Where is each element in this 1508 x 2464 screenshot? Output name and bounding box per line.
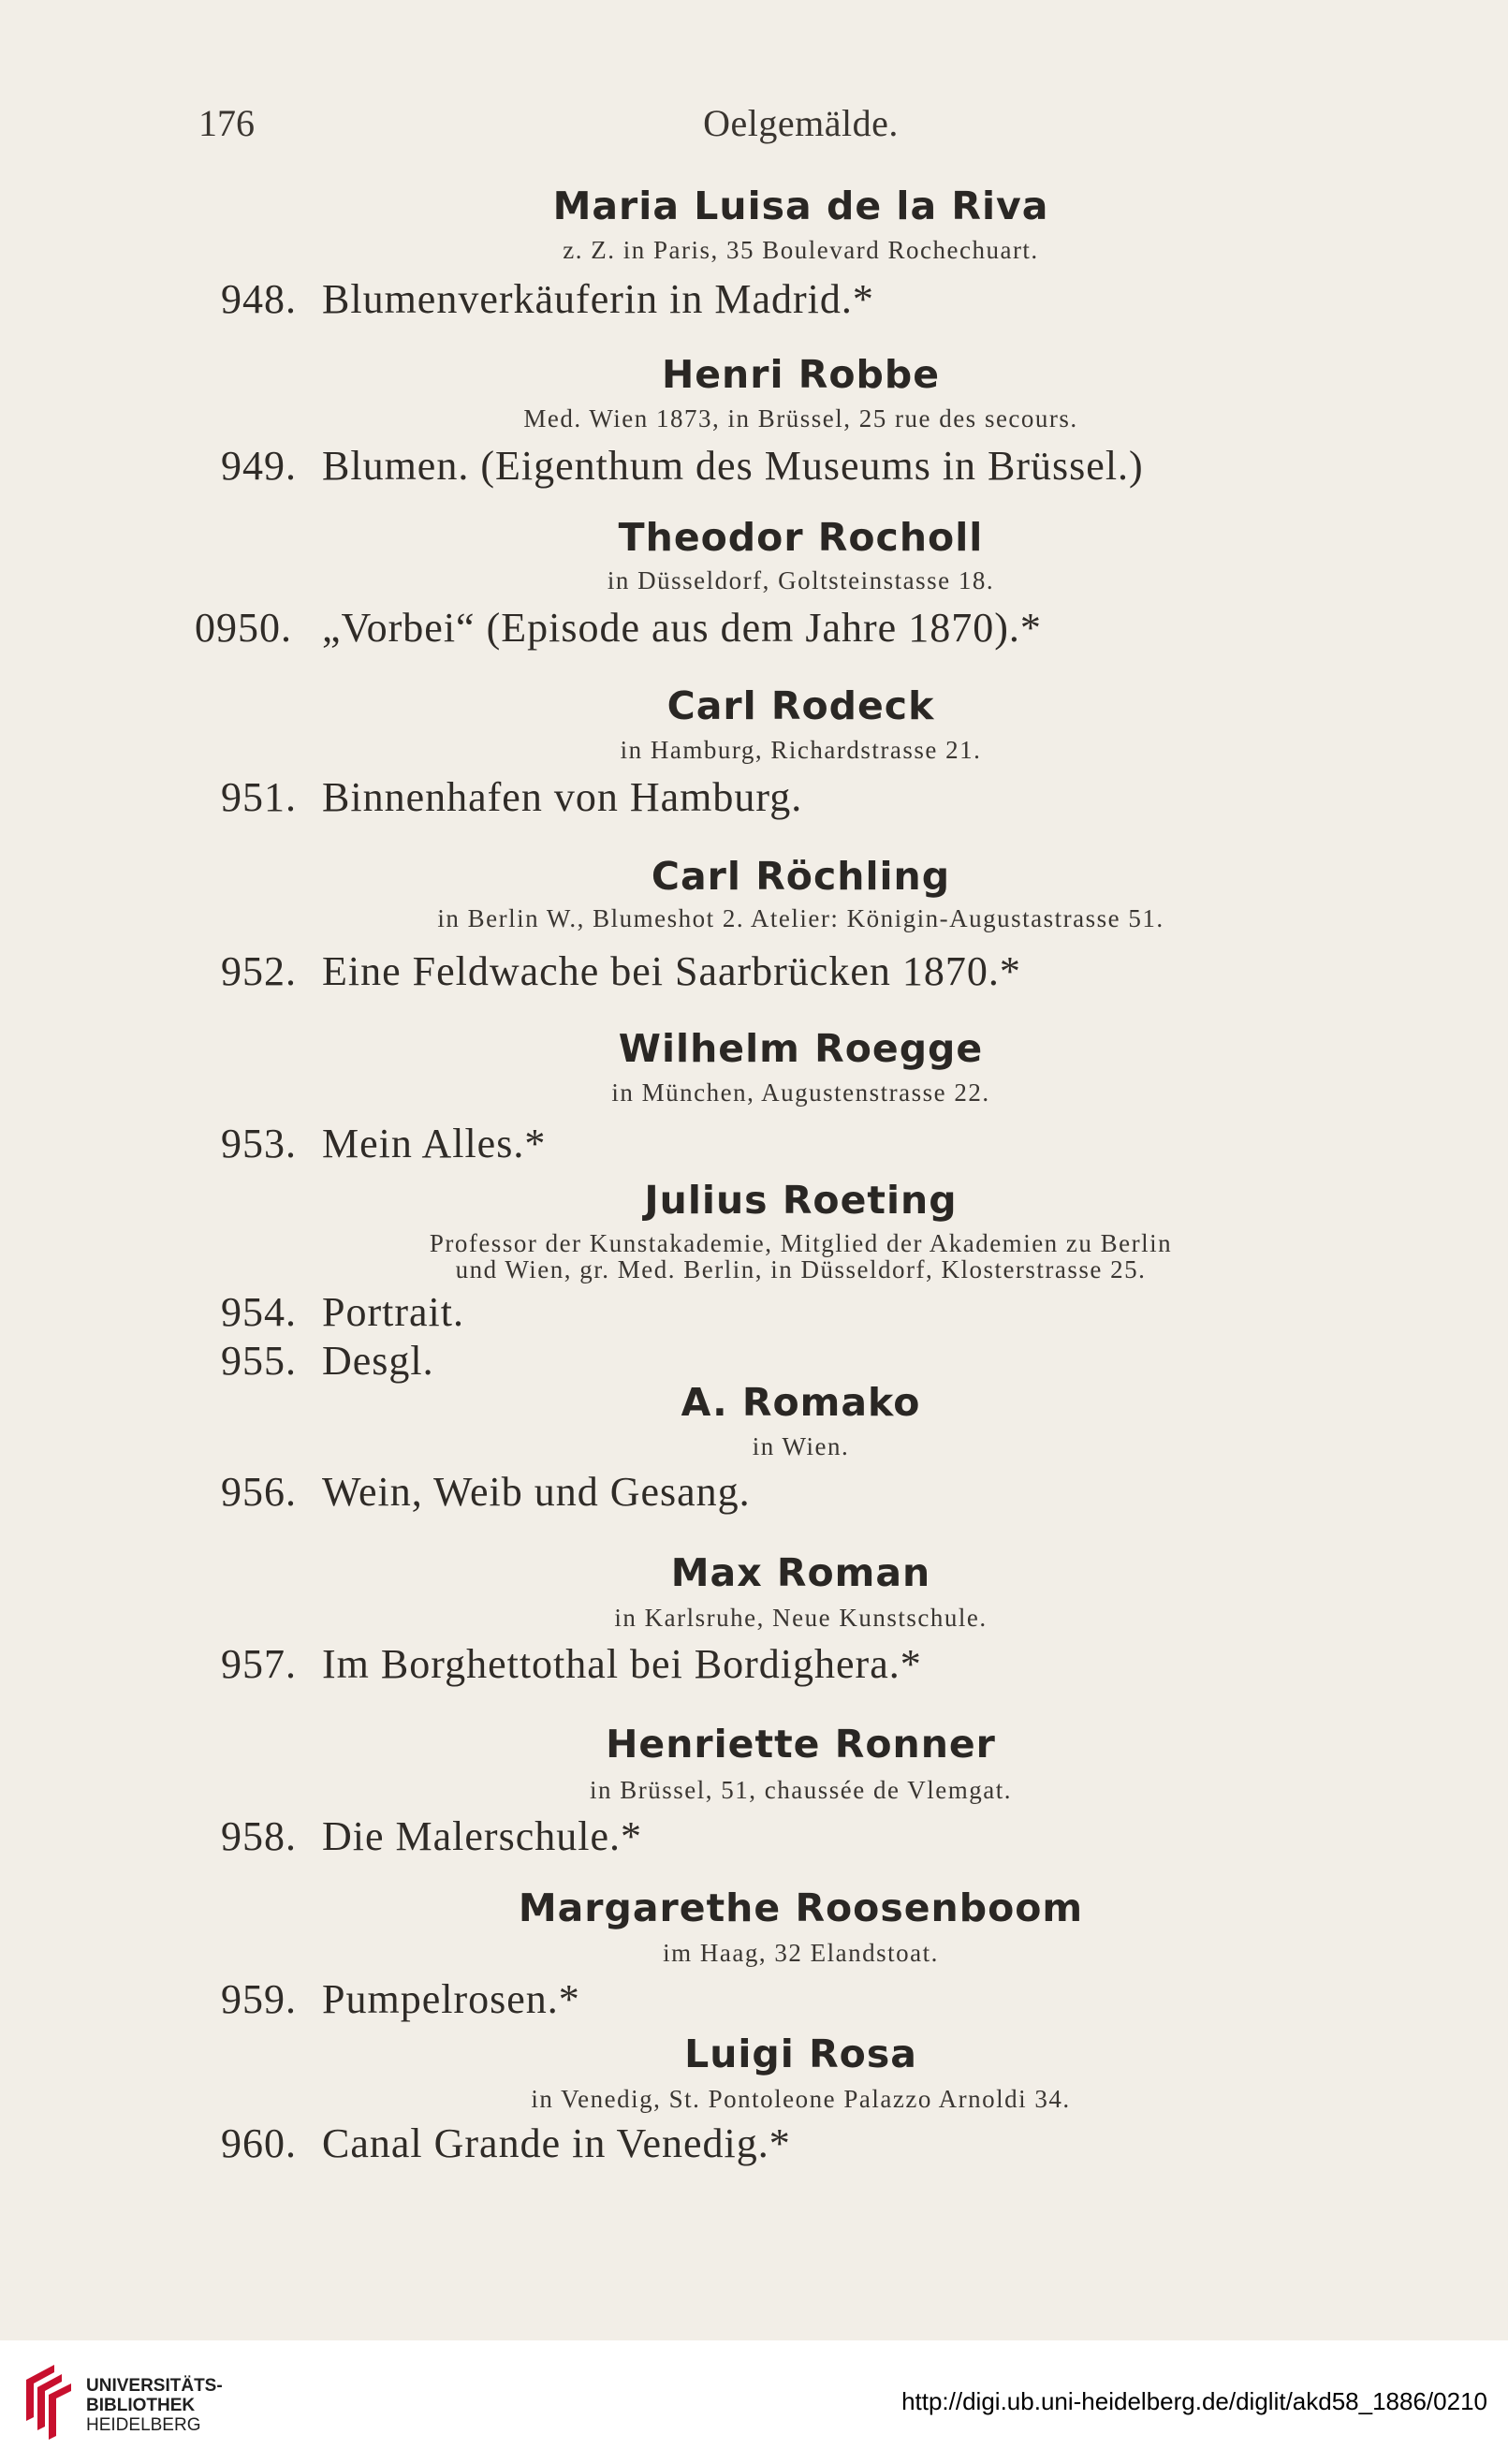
entry-title: Wein, Weib und Gesang. [322,1469,751,1515]
entry-title: Im Borghettothal bei Bordighera.* [322,1641,922,1687]
entry-title: Eine Feldwache bei Saarbrücken 1870.* [322,948,1021,994]
artist-name: Luigi Rosa [684,2031,917,2076]
entry-title: Binnenhafen von Hamburg. [322,774,803,820]
page-number: 176 [198,102,255,144]
artist-address: in Karlsruhe, Neue Kunstschule. [614,1604,988,1632]
entry-title: Desgl. [322,1338,434,1384]
entry-number: 960. [221,2120,297,2166]
catalogue-entry [0,1288,1508,1344]
artist-name: Carl Rodeck [666,683,935,728]
artist-address: in Brüssel, 51, chaussée de Vlemgat. [590,1776,1012,1804]
catalogue-entry [0,604,1508,660]
catalogue-entry [0,1120,1508,1176]
artist-name: Carl Röchling [651,854,951,899]
catalogue-entry [0,773,1508,829]
library-name [86,2376,223,2435]
artist-address: z. Z. in Paris, 35 Boulevard Rochechuart. [563,236,1039,264]
entry-number: 953. [221,1121,297,1166]
entry-title: Mein Alles.* [322,1121,547,1166]
artist-name: Henri Robbe [661,352,941,397]
artist-address: in Wien. [752,1432,850,1460]
artist-address: in München, Augustenstrasse 22. [611,1078,990,1107]
entry-title: Portrait. [322,1289,464,1335]
entry-title: „Vorbei“ (Episode aus dem Jahre 1870).* [322,605,1042,651]
running-title: Oelgemälde. [703,102,899,144]
catalogue-entry [0,2119,1508,2176]
entry-title: Blumenverkäuferin in Madrid.* [322,276,874,322]
artist-address: in Venedig, St. Pontoleone Palazzo Arnoldi 34. [531,2085,1071,2113]
entry-number: 957. [221,1641,297,1687]
entry-number: 956. [221,1469,297,1515]
catalogue-entry [0,1468,1508,1524]
library-logo-icon [21,2361,75,2442]
page-header [0,101,1508,154]
entry-number: 949. [221,443,297,489]
entry-title: Pumpelrosen.* [322,1976,580,2022]
artist-address: in Berlin W., Blumeshot 2. Atelier: Königin-Augustastrasse 51. [437,904,1164,932]
artist-address: im Haag, 32 Elandstoat. [663,1939,939,1967]
artist-name: Maria Luisa de la Riva [552,183,1049,228]
catalogue-entry [0,1640,1508,1696]
entry-number: 958. [221,1813,297,1859]
source-url-link[interactable]: http://digi.ub.uni-heidelberg.de/diglit/akd58_1886/0210 [901,2387,1487,2415]
catalogue-entry [0,275,1508,331]
artist-address: und Wien, gr. Med. Berlin, in Düsseldorf, Klosterstrasse 25. [455,1255,1147,1283]
catalogue-entry [0,947,1508,1004]
library-name-line3: HEIDELBERG [86,2415,201,2435]
artist-name: Henriette Ronner [606,1722,996,1767]
artist-name: Max Roman [670,1550,931,1595]
entry-title: Blumen. (Eigenthum des Museums in Brüssel.) [322,443,1144,489]
catalogue-entry [0,1975,1508,2031]
entry-title: Die Malerschule.* [322,1813,642,1859]
entry-number: 955. [221,1338,297,1384]
viewer-footer [0,2340,1508,2464]
artist-address: in Düsseldorf, Goltsteinstasse 18. [607,566,995,594]
artist-name: Margarethe Roosenboom [518,1885,1084,1930]
artist-address: Med. Wien 1873, in Brüssel, 25 rue des secours. [523,404,1078,433]
artist-name: Wilhelm Roegge [618,1026,984,1071]
entry-number: 954. [221,1289,297,1335]
entry-number: 952. [221,948,297,994]
entry-number: 0950. [195,605,292,651]
entry-number: 959. [221,1976,297,2022]
entry-number: 948. [221,276,297,322]
entry-title: Canal Grande in Venedig.* [322,2120,791,2166]
library-name-line2: BIBLIOTHEK [86,2396,196,2415]
artist-address: Professor der Kunstakademie, Mitglied der Akademien zu Berlin [429,1229,1173,1257]
library-name-line1: UNIVERSITÄTS- [86,2376,223,2396]
artist-name: A. Romako [681,1380,921,1425]
artist-name: Julius Roeting [644,1178,958,1223]
entry-number: 951. [221,774,297,820]
catalogue-entry [0,1812,1508,1869]
catalogue-entry [0,442,1508,498]
artist-name: Theodor Rocholl [618,515,984,560]
artist-address: in Hamburg, Richardstrasse 21. [620,736,982,764]
